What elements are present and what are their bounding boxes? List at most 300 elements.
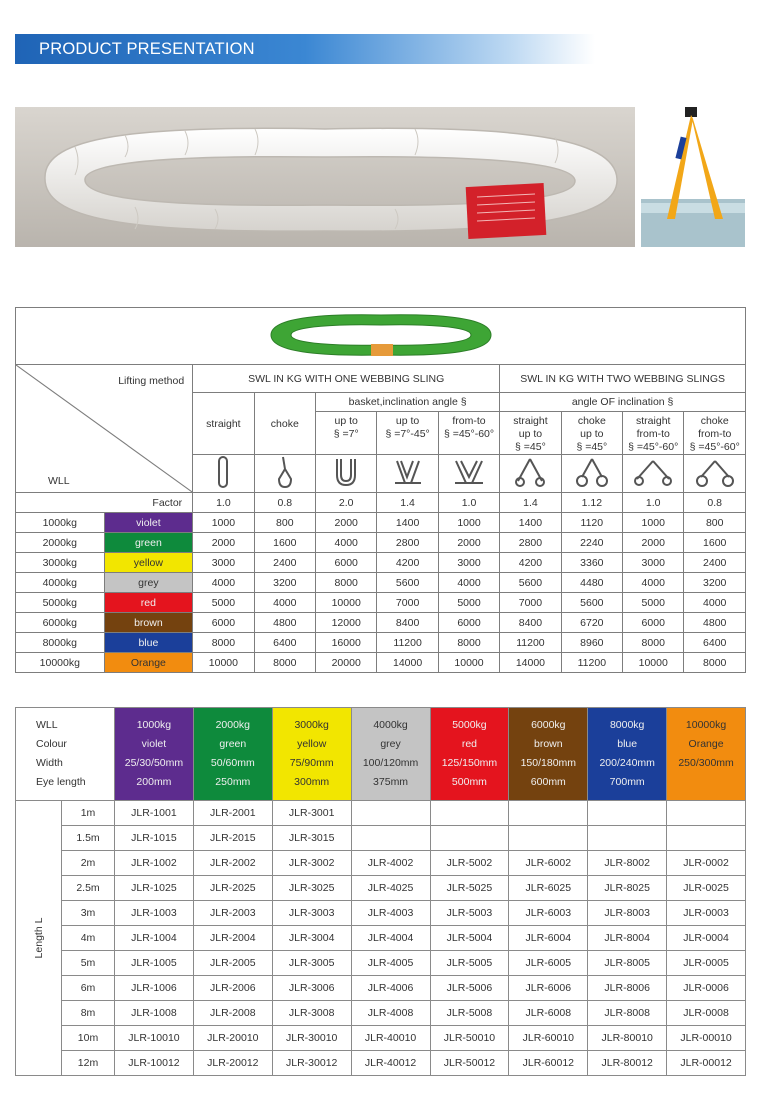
swl-value: 6400 — [684, 633, 746, 653]
wll-cell: 3000kg — [16, 553, 105, 573]
code-cell: JLR-5005 — [430, 951, 509, 976]
swl-value: 4000 — [254, 593, 315, 613]
code-cell: JLR-6005 — [509, 951, 588, 976]
swl-value: 6400 — [254, 633, 315, 653]
sub-header: straight from-to § =45°-60° — [623, 412, 684, 455]
length-cell: 10m — [62, 1026, 115, 1051]
code-cell — [351, 801, 430, 826]
code-cell — [667, 801, 746, 826]
column-colour: Orange — [688, 738, 724, 750]
code-cell: JLR-0005 — [667, 951, 746, 976]
code-row — [16, 926, 746, 951]
swl-value: 6000 — [438, 613, 499, 633]
code-cell: JLR-20012 — [193, 1051, 272, 1076]
column-width: 125/150mm — [441, 757, 498, 769]
swl-value: 7000 — [500, 593, 561, 613]
code-cell: JLR-2004 — [193, 926, 272, 951]
swl-value: 4480 — [561, 573, 622, 593]
code-cell — [509, 801, 588, 826]
swl-data-rows — [16, 513, 746, 673]
wll-cell: 10000kg — [16, 653, 105, 673]
basket-wide-angle-icon — [438, 455, 499, 493]
swl-value: 3200 — [254, 573, 315, 593]
swl-value: 6000 — [193, 613, 254, 633]
length-cell: 8m — [62, 1001, 115, 1026]
code-cell: JLR-1025 — [115, 876, 194, 901]
swl-row — [16, 593, 746, 613]
code-cell: JLR-60010 — [509, 1026, 588, 1051]
swl-value: 8400 — [377, 613, 438, 633]
code-cell: JLR-00012 — [667, 1051, 746, 1076]
code-cell: JLR-10012 — [115, 1051, 194, 1076]
swl-value: 4800 — [254, 613, 315, 633]
code-cell — [430, 826, 509, 851]
swl-row — [16, 613, 746, 633]
length-cell: 2m — [62, 851, 115, 876]
colour-chip: red — [104, 593, 193, 613]
swl-row — [16, 573, 746, 593]
colour-column-header — [193, 708, 272, 801]
swl-value: 1400 — [377, 513, 438, 533]
colour-column-header — [667, 708, 746, 801]
swl-value: 11200 — [561, 653, 622, 673]
swl-value: 5600 — [377, 573, 438, 593]
wll-label: WLL — [48, 475, 70, 487]
key-wll: WLL — [36, 719, 58, 731]
swl-value: 7000 — [377, 593, 438, 613]
code-cell: JLR-1006 — [115, 976, 194, 1001]
swl-value: 5000 — [623, 593, 684, 613]
lifting-method-wll-header — [16, 365, 193, 493]
swl-value: 4000 — [623, 573, 684, 593]
code-cell: JLR-5006 — [430, 976, 509, 1001]
code-cell: JLR-6008 — [509, 1001, 588, 1026]
group1-header: SWL IN KG WITH ONE WEBBING SLING — [193, 365, 500, 393]
lifting-method-label: Lifting method — [118, 375, 185, 387]
code-row — [16, 976, 746, 1001]
swl-value: 14000 — [500, 653, 561, 673]
swl-value: 8000 — [438, 633, 499, 653]
colour-chip: Orange — [104, 653, 193, 673]
code-cell: JLR-6004 — [509, 926, 588, 951]
code-cell: JLR-6006 — [509, 976, 588, 1001]
code-cell: JLR-20010 — [193, 1026, 272, 1051]
swl-value: 5000 — [193, 593, 254, 613]
swl-value: 8000 — [254, 653, 315, 673]
code-cell: JLR-1015 — [115, 826, 194, 851]
code-cell: JLR-0025 — [667, 876, 746, 901]
swl-value: 4800 — [684, 613, 746, 633]
key-colour: Colour — [36, 738, 67, 750]
column-wll: 10000kg — [685, 719, 727, 731]
wll-cell: 1000kg — [16, 513, 105, 533]
swl-value: 1000 — [438, 513, 499, 533]
length-cell: 1.5m — [62, 826, 115, 851]
code-cell: JLR-4025 — [351, 876, 430, 901]
wll-cell: 4000kg — [16, 573, 105, 593]
swl-row — [16, 513, 746, 533]
code-cell: JLR-4003 — [351, 901, 430, 926]
factor-value: 1.0 — [193, 493, 254, 513]
sub-header: straight up to § =45° — [500, 412, 561, 455]
colour-chip: brown — [104, 613, 193, 633]
code-row — [16, 876, 746, 901]
code-cell: JLR-6025 — [509, 876, 588, 901]
sub-header: from-to § =45°-60° — [438, 412, 499, 455]
swl-value: 10000 — [623, 653, 684, 673]
code-cell: JLR-5025 — [430, 876, 509, 901]
basket-angle-icon — [377, 455, 438, 493]
swl-value: 10000 — [438, 653, 499, 673]
swl-value: 14000 — [377, 653, 438, 673]
swl-value: 2240 — [561, 533, 622, 553]
length-cell: 2.5m — [62, 876, 115, 901]
column-eye: 300mm — [294, 776, 330, 788]
swl-value: 16000 — [316, 633, 377, 653]
code-cell: JLR-80010 — [588, 1026, 667, 1051]
code-cell: JLR-30012 — [272, 1051, 351, 1076]
length-label: Length L — [32, 917, 45, 959]
swl-value: 5000 — [438, 593, 499, 613]
column-eye: 200mm — [136, 776, 172, 788]
code-cell: JLR-4002 — [351, 851, 430, 876]
column-eye: 600mm — [530, 776, 566, 788]
two-sling-straight-icon — [500, 455, 561, 493]
column-width: 250/300mm — [678, 757, 734, 769]
swl-value: 5600 — [561, 593, 622, 613]
code-cell: JLR-4005 — [351, 951, 430, 976]
code-row — [16, 851, 746, 876]
code-row — [16, 901, 746, 926]
key-eye-length: Eye length — [36, 776, 86, 788]
colour-column-header — [115, 708, 194, 801]
code-cell: JLR-4004 — [351, 926, 430, 951]
swl-value: 3200 — [684, 573, 746, 593]
factor-value: 2.0 — [316, 493, 377, 513]
swl-value: 2400 — [684, 553, 746, 573]
code-cell: JLR-8004 — [588, 926, 667, 951]
sub-header: up to § =7° — [316, 412, 377, 455]
column-width: 50/60mm — [210, 757, 255, 769]
factor-value: 1.0 — [438, 493, 499, 513]
code-cell: JLR-0006 — [667, 976, 746, 1001]
choke-header: choke — [254, 393, 315, 455]
code-cell: JLR-2008 — [193, 1001, 272, 1026]
column-width: 150/180mm — [520, 757, 577, 769]
straight-header: straight — [193, 393, 254, 455]
straight-icon — [193, 455, 254, 493]
length-cell: 12m — [62, 1051, 115, 1076]
swl-value: 11200 — [500, 633, 561, 653]
colour-column-header — [351, 708, 430, 801]
swl-value: 20000 — [316, 653, 377, 673]
codes-data-rows — [16, 801, 746, 1076]
swl-value: 6000 — [623, 613, 684, 633]
length-cell: 6m — [62, 976, 115, 1001]
swl-value: 5600 — [500, 573, 561, 593]
code-cell: JLR-50012 — [430, 1051, 509, 1076]
code-cell: JLR-6002 — [509, 851, 588, 876]
factor-row — [16, 493, 746, 513]
code-row — [16, 826, 746, 851]
code-cell: JLR-40012 — [351, 1051, 430, 1076]
length-cell: 3m — [62, 901, 115, 926]
code-cell: JLR-0003 — [667, 901, 746, 926]
swl-value: 2800 — [500, 533, 561, 553]
column-eye: 500mm — [451, 776, 487, 788]
code-row — [16, 1051, 746, 1076]
swl-value: 8000 — [684, 653, 746, 673]
code-cell: JLR-5008 — [430, 1001, 509, 1026]
swl-value: 2000 — [438, 533, 499, 553]
swl-value: 1000 — [623, 513, 684, 533]
code-cell: JLR-4006 — [351, 976, 430, 1001]
colour-chip: grey — [104, 573, 193, 593]
colour-column-header — [588, 708, 667, 801]
swl-value: 4000 — [438, 573, 499, 593]
code-cell — [588, 826, 667, 851]
two-sling-straight-wide-icon — [623, 455, 684, 493]
swl-value: 3360 — [561, 553, 622, 573]
product-codes-table — [15, 707, 746, 1076]
code-cell: JLR-2005 — [193, 951, 272, 976]
code-cell — [509, 826, 588, 851]
code-row — [16, 1001, 746, 1026]
swl-value: 12000 — [316, 613, 377, 633]
code-cell: JLR-3003 — [272, 901, 351, 926]
swl-value: 2800 — [377, 533, 438, 553]
round-sling-photo — [15, 107, 635, 247]
code-cell: JLR-30010 — [272, 1026, 351, 1051]
swl-value: 1600 — [254, 533, 315, 553]
code-cell: JLR-1005 — [115, 951, 194, 976]
column-colour: red — [461, 738, 478, 750]
code-cell: JLR-8008 — [588, 1001, 667, 1026]
length-cell: 1m — [62, 801, 115, 826]
wll-cell: 8000kg — [16, 633, 105, 653]
colour-column-header — [509, 708, 588, 801]
code-cell: JLR-0004 — [667, 926, 746, 951]
code-cell: JLR-80012 — [588, 1051, 667, 1076]
code-cell: JLR-1004 — [115, 926, 194, 951]
factor-value: 1.4 — [377, 493, 438, 513]
key-width: Width — [36, 757, 63, 769]
swl-value: 2000 — [193, 533, 254, 553]
swl-value: 800 — [684, 513, 746, 533]
swl-value: 10000 — [193, 653, 254, 673]
column-wll: 2000kg — [215, 719, 251, 731]
code-cell: JLR-2006 — [193, 976, 272, 1001]
codes-header-row — [16, 708, 746, 801]
swl-value: 6000 — [316, 553, 377, 573]
code-cell: JLR-2003 — [193, 901, 272, 926]
code-cell: JLR-3008 — [272, 1001, 351, 1026]
code-cell: JLR-3006 — [272, 976, 351, 1001]
swl-row — [16, 553, 746, 573]
colour-chip: green — [104, 533, 193, 553]
column-colour: blue — [617, 738, 638, 750]
code-cell: JLR-1002 — [115, 851, 194, 876]
sub-header: choke from-to § =45°-60° — [684, 412, 746, 455]
code-cell: JLR-1008 — [115, 1001, 194, 1026]
two-sling-choke-wide-icon — [684, 455, 746, 493]
column-eye: 250mm — [215, 776, 251, 788]
column-width: 25/30/50mm — [124, 757, 184, 769]
code-cell — [351, 826, 430, 851]
column-wll: 4000kg — [373, 719, 408, 731]
green-sling-photo-cell — [16, 308, 746, 365]
basket-vertical-icon — [316, 455, 377, 493]
swl-value: 4000 — [684, 593, 746, 613]
code-row — [16, 951, 746, 976]
swl-value: 8960 — [561, 633, 622, 653]
code-cell: JLR-8003 — [588, 901, 667, 926]
code-row — [16, 801, 746, 826]
column-eye: 700mm — [609, 776, 645, 788]
factor-value: 0.8 — [684, 493, 746, 513]
code-cell: JLR-0008 — [667, 1001, 746, 1026]
code-cell: JLR-3004 — [272, 926, 351, 951]
code-cell: JLR-2001 — [193, 801, 272, 826]
column-wll: 6000kg — [531, 719, 566, 731]
swl-value: 2000 — [623, 533, 684, 553]
column-eye: 375mm — [373, 776, 409, 788]
swl-value: 4200 — [377, 553, 438, 573]
colour-column-header — [272, 708, 351, 801]
column-colour: yellow — [297, 738, 327, 750]
length-cell: 4m — [62, 926, 115, 951]
code-cell: JLR-10010 — [115, 1026, 194, 1051]
column-wll: 5000kg — [452, 719, 487, 731]
section-banner — [15, 34, 595, 64]
swl-value: 10000 — [316, 593, 377, 613]
code-cell: JLR-3001 — [272, 801, 351, 826]
swl-value: 4200 — [500, 553, 561, 573]
wll-cell: 2000kg — [16, 533, 105, 553]
factor-value: 0.8 — [254, 493, 315, 513]
wll-cell: 6000kg — [16, 613, 105, 633]
code-cell: JLR-2025 — [193, 876, 272, 901]
length-cell: 5m — [62, 951, 115, 976]
swl-value: 11200 — [377, 633, 438, 653]
code-cell: JLR-8002 — [588, 851, 667, 876]
sub-header: choke up to § =45° — [561, 412, 622, 455]
swl-row — [16, 533, 746, 553]
code-cell: JLR-5002 — [430, 851, 509, 876]
swl-value: 6720 — [561, 613, 622, 633]
swl-value: 1400 — [500, 513, 561, 533]
swl-value: 2000 — [316, 513, 377, 533]
column-colour: violet — [141, 738, 167, 750]
swl-value: 8000 — [623, 633, 684, 653]
codes-header-keys — [16, 708, 115, 801]
swl-value: 800 — [254, 513, 315, 533]
swl-row — [16, 653, 746, 673]
swl-value: 1120 — [561, 513, 622, 533]
angle-header: angle OF inclination § — [500, 393, 746, 412]
code-cell: JLR-2002 — [193, 851, 272, 876]
code-cell: JLR-8006 — [588, 976, 667, 1001]
column-colour: green — [219, 738, 247, 750]
code-cell — [430, 801, 509, 826]
code-cell: JLR-8005 — [588, 951, 667, 976]
column-wll: 8000kg — [609, 719, 645, 731]
code-cell: JLR-5003 — [430, 901, 509, 926]
factor-value: 1.0 — [623, 493, 684, 513]
swl-value: 2400 — [254, 553, 315, 573]
code-row — [16, 1026, 746, 1051]
code-cell: JLR-1001 — [115, 801, 194, 826]
swl-value: 1600 — [684, 533, 746, 553]
code-cell — [588, 801, 667, 826]
swl-value: 8400 — [500, 613, 561, 633]
colour-chip: violet — [104, 513, 193, 533]
colour-chip: blue — [104, 633, 193, 653]
code-cell: JLR-4008 — [351, 1001, 430, 1026]
colour-chip: yellow — [104, 553, 193, 573]
code-cell: JLR-0002 — [667, 851, 746, 876]
factor-label: Factor — [16, 493, 193, 513]
code-cell: JLR-6003 — [509, 901, 588, 926]
swl-row — [16, 633, 746, 653]
column-width: 200/240mm — [599, 757, 655, 769]
column-colour: brown — [534, 738, 563, 750]
swl-value: 4000 — [193, 573, 254, 593]
code-cell — [667, 826, 746, 851]
basket-header: basket,inclination angle § — [316, 393, 500, 412]
code-cell: JLR-8025 — [588, 876, 667, 901]
slings-lifting-pipe-photo — [641, 107, 745, 247]
code-cell: JLR-2015 — [193, 826, 272, 851]
swl-value: 3000 — [623, 553, 684, 573]
code-cell: JLR-1003 — [115, 901, 194, 926]
banner-title: PRODUCT PRESENTATION — [39, 39, 255, 58]
colour-column-header — [430, 708, 509, 801]
swl-value: 4000 — [316, 533, 377, 553]
code-cell: JLR-40010 — [351, 1026, 430, 1051]
choke-icon — [254, 455, 315, 493]
column-width: 75/90mm — [289, 757, 334, 769]
code-cell: JLR-3025 — [272, 876, 351, 901]
column-wll: 3000kg — [294, 719, 329, 731]
group2-header: SWL IN KG WITH TWO WEBBING SLINGS — [500, 365, 746, 393]
swl-value: 1000 — [193, 513, 254, 533]
swl-value: 8000 — [193, 633, 254, 653]
swl-value: 3000 — [438, 553, 499, 573]
column-wll: 1000kg — [136, 719, 172, 731]
sub-header: up to § =7°-45° — [377, 412, 438, 455]
code-cell: JLR-3005 — [272, 951, 351, 976]
two-sling-choke-icon — [561, 455, 622, 493]
swl-value: 3000 — [193, 553, 254, 573]
column-colour: grey — [380, 738, 401, 750]
factor-value: 1.4 — [500, 493, 561, 513]
code-cell: JLR-3015 — [272, 826, 351, 851]
length-label-cell — [16, 801, 62, 1076]
column-width: 100/120mm — [362, 757, 419, 769]
code-cell: JLR-3002 — [272, 851, 351, 876]
code-cell: JLR-00010 — [667, 1026, 746, 1051]
swl-value: 8000 — [316, 573, 377, 593]
green-sling-photo — [251, 310, 511, 360]
column-eye — [667, 773, 745, 792]
code-cell: JLR-50010 — [430, 1026, 509, 1051]
wll-cell: 5000kg — [16, 593, 105, 613]
swl-table — [15, 307, 746, 673]
code-cell: JLR-5004 — [430, 926, 509, 951]
code-cell: JLR-60012 — [509, 1051, 588, 1076]
factor-value: 1.12 — [561, 493, 622, 513]
